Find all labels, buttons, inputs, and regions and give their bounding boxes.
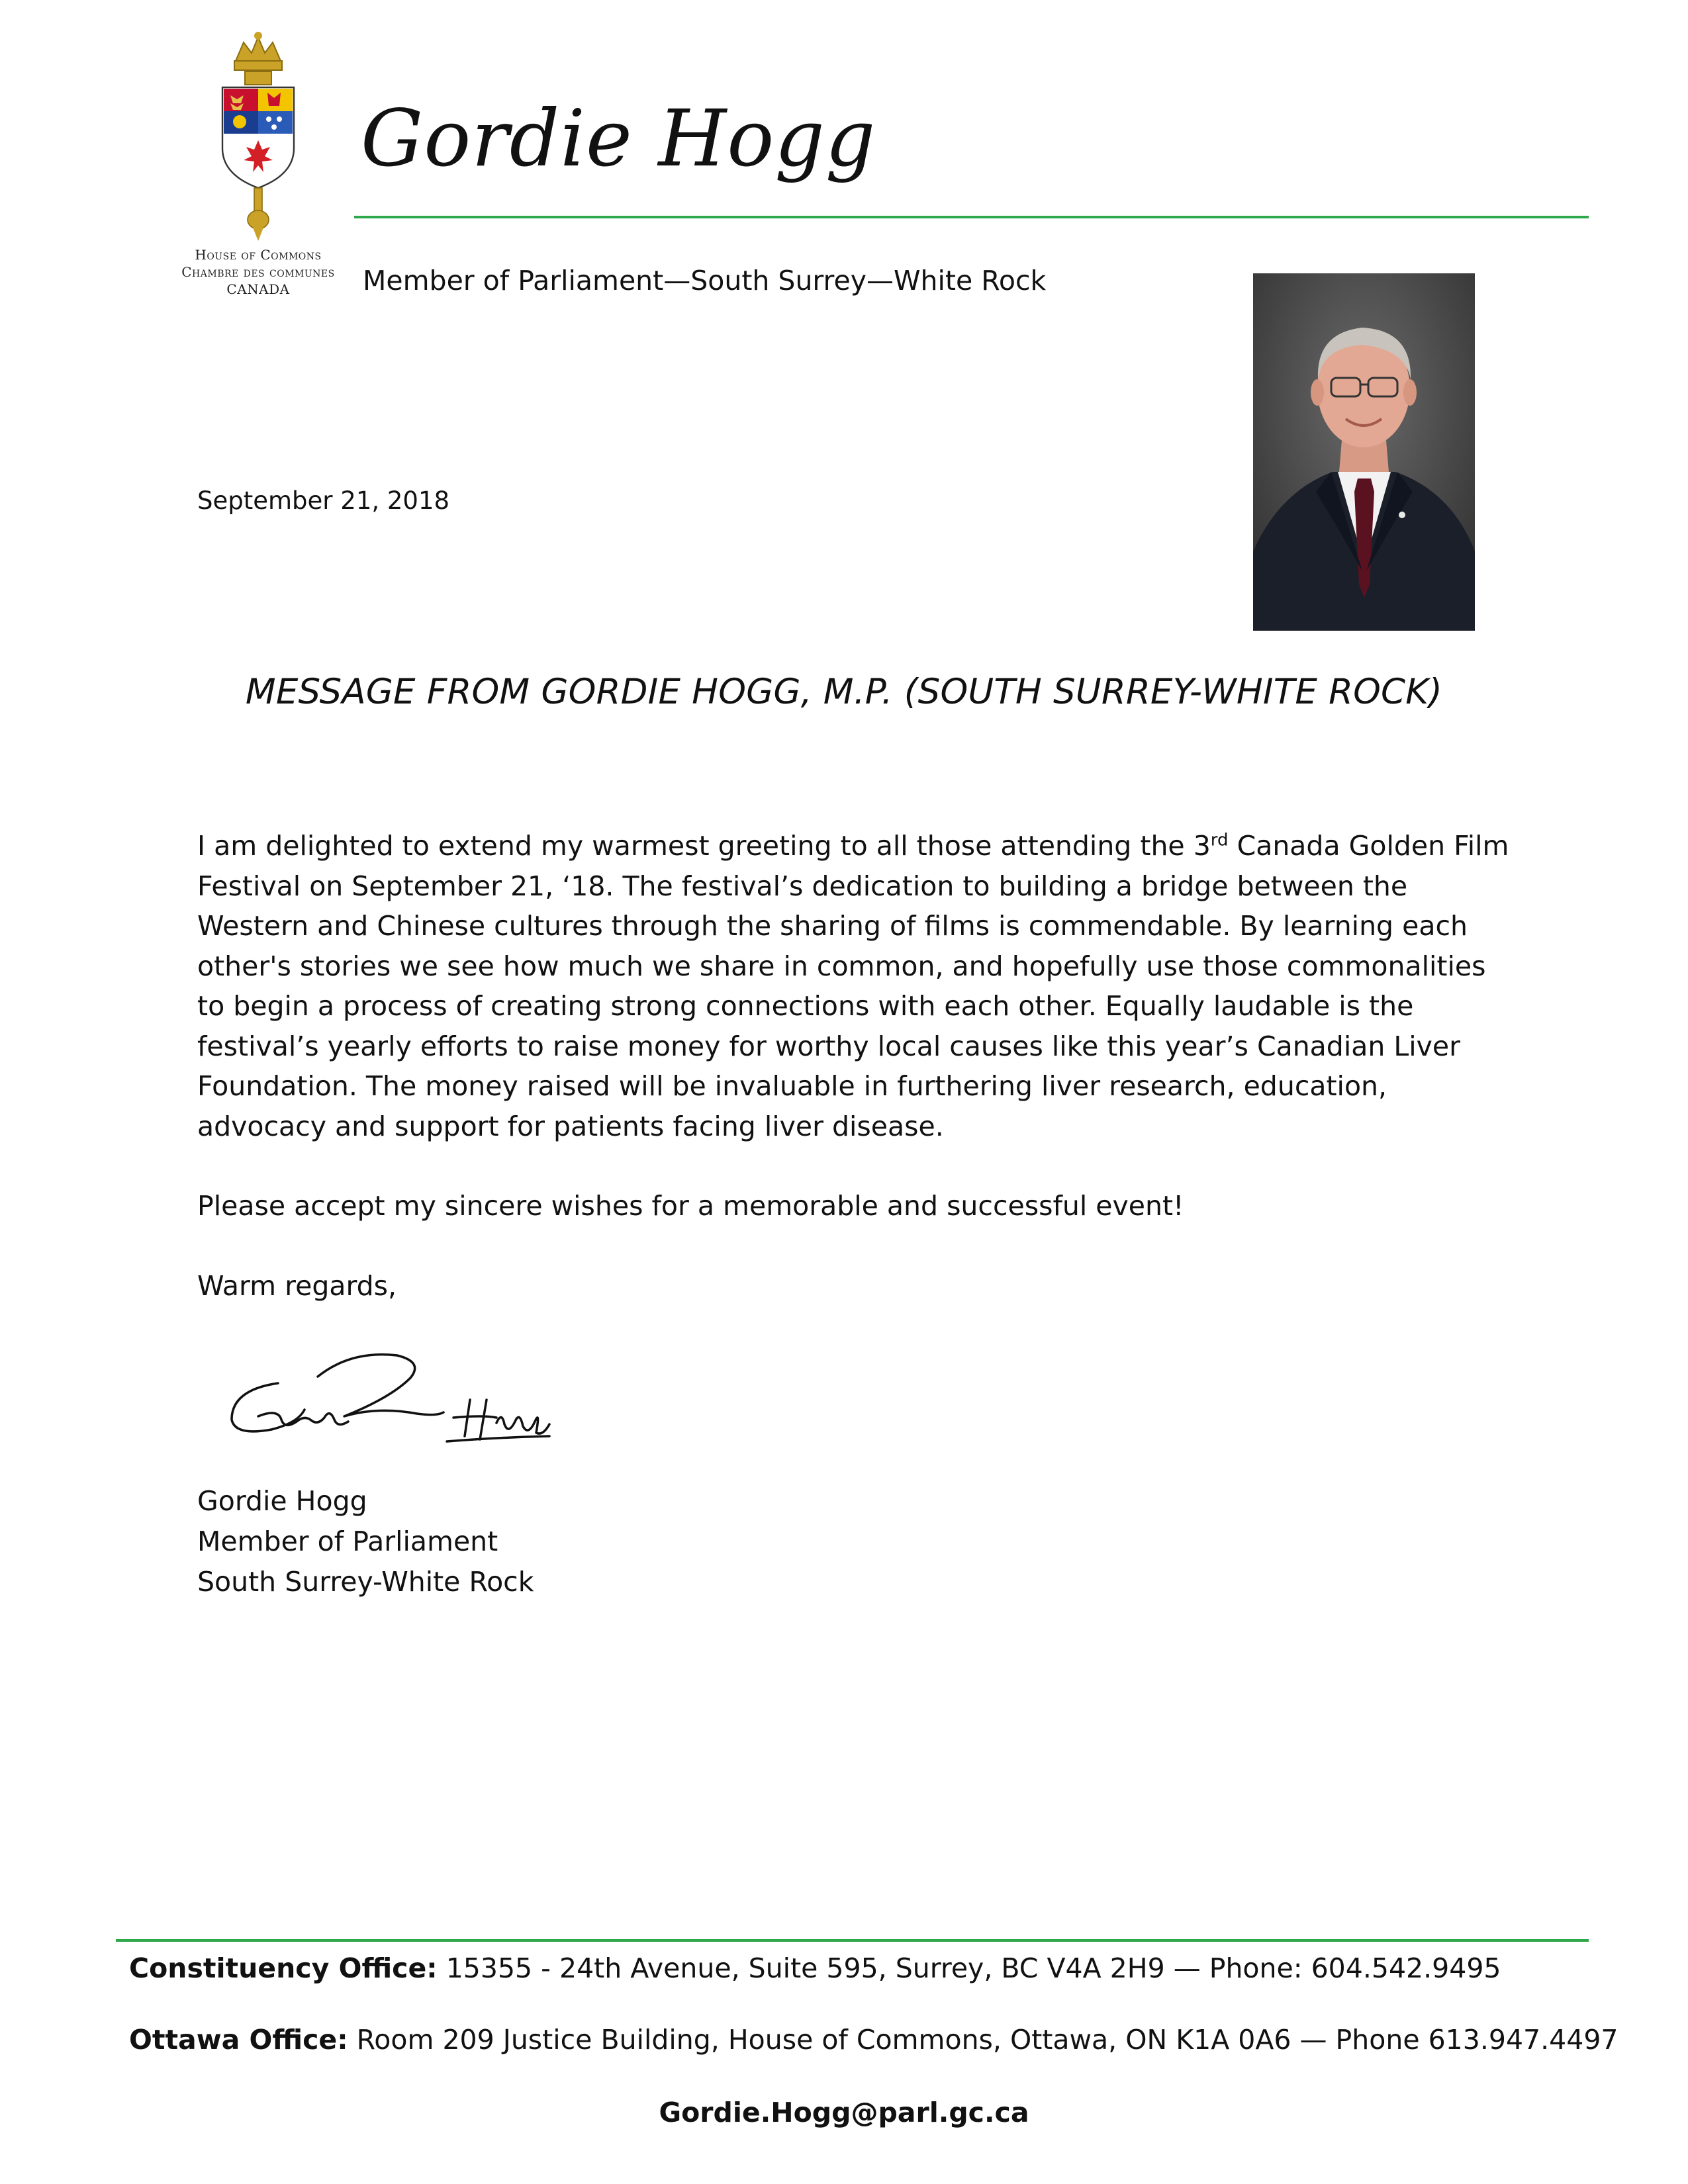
body-paragraph-1: [197, 826, 1521, 1146]
signature-block: [197, 1481, 534, 1602]
ottawa-office-line: [129, 2024, 1618, 2056]
body-line: I am delighted to extend my warmest greeting to all those attending the 3: [197, 830, 1211, 862]
handwritten-signature: [218, 1337, 589, 1469]
letterhead-name: Gordie Hogg: [361, 93, 876, 184]
body-line: other's stories we see how much we share in common, and hopefully use those commonalities: [197, 950, 1486, 982]
constituency-office-label: Constituency Office:: [129, 1952, 438, 1984]
signer-riding: South Surrey-White Rock: [197, 1566, 534, 1598]
house-of-commons-crest-logo: [185, 32, 331, 244]
crest-caption-line1: House of Commons: [195, 247, 322, 263]
body-paragraph-2: Please accept my sincere wishes for a memorable and successful event!: [197, 1190, 1184, 1222]
ottawa-office-label: Ottawa Office:: [129, 2024, 348, 2056]
body-line: advocacy and support for patients facing liver disease.: [197, 1110, 944, 1142]
constituency-office-address: 15355 - 24th Avenue, Suite 595, Surrey, BC V4A 2H9 — Phone: 604.542.9495: [437, 1952, 1501, 1984]
signer-name: Gordie Hogg: [197, 1485, 367, 1517]
crest-caption-line2: Chambre des communes: [181, 264, 335, 280]
body-line: Festival on September 21, ‘18. The festival’s dedication to building a bridge between the: [197, 870, 1408, 902]
ordinal-suffix: rd: [1210, 830, 1229, 850]
letter-title: MESSAGE FROM GORDIE HOGG, M.P. (SOUTH SURREY-WHITE ROCK): [245, 672, 1443, 712]
header-divider: [354, 216, 1589, 218]
body-line: festival’s yearly efforts to raise money for worthy local causes like this year’s Canadian Liver: [197, 1030, 1460, 1062]
body-line: Foundation. The money raised will be invaluable in furthering liver research, education,: [197, 1070, 1387, 1102]
body-line: Canada Golden Film: [1228, 830, 1509, 862]
email-address: Gordie.Hogg@parl.gc.ca: [659, 2097, 1029, 2128]
portrait-photo: [1253, 273, 1475, 631]
letter-date: September 21, 2018: [197, 486, 450, 515]
body-line: Western and Chinese cultures through the sharing of films is commendable. By learning each: [197, 910, 1468, 942]
signer-role: Member of Parliament: [197, 1525, 498, 1557]
letter-body: [197, 826, 1521, 1306]
footer-divider: [116, 1939, 1589, 1942]
closing-salutation: Warm regards,: [197, 1269, 397, 1302]
crest-caption-line3: CANADA: [226, 281, 290, 297]
ottawa-office-address: Room 209 Justice Building, House of Commons, Ottawa, ON K1A 0A6 — Phone 613.947.4497: [348, 2024, 1618, 2056]
body-line: to begin a process of creating strong connections with each other. Equally laudable is the: [197, 990, 1414, 1022]
constituency-office-line: [129, 1952, 1501, 1984]
letterhead-riding: Member of Parliament—South Surrey—White Rock: [363, 265, 1047, 296]
